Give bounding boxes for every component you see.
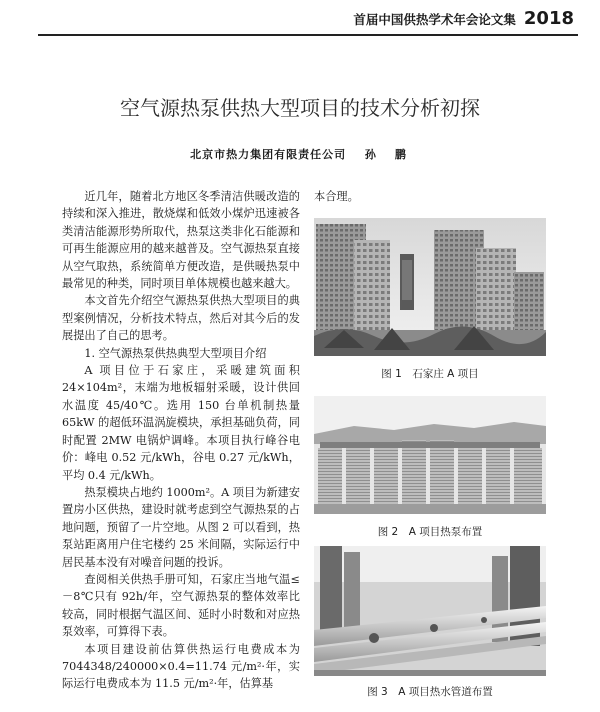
paragraph-project-a: A 项目位于石家庄，采暖建筑面积 24×104m²，末端为地板辐射采暖，设计供回水温度 45/40℃。选用 150 台单机制热量 65kW 的超低环温涡旋模块，承担基础负荷，同时配置 2MW 电锅炉调峰。本项目执行峰谷电价：峰电 0.52 元/kWh，谷电 0.27 元/kWh，平均 0.4 元/kWh。	[62, 364, 300, 482]
figure-2-caption: 图 2 A 项目热泵布置	[377, 526, 483, 538]
figure-3	[314, 546, 546, 699]
author: 孙 鹏	[364, 148, 410, 161]
paragraph-footprint: 热泵模块占地约 1000m²。A 项目为新建安置房小区供热，建设时就考虑到空气源热泵的占地问题，预留了一片空地。从图 2 可以看到，热泵站距离用户住宅楼约 25 米间隔，实际运行中居民基本没有对噪音问题的投诉。	[62, 485, 300, 569]
figure-3-photo	[314, 546, 546, 676]
figure-1-photo	[314, 218, 546, 356]
right-column-text: 本合理。	[314, 190, 359, 203]
paragraph-intro: 近几年，随着北方地区冬季清洁供暖改造的持续和深入推进，散烧煤和低效小煤炉迅速被各类清洁能源形势所取代，热泵这类非化石能源和可再生能源应用的越来越普及。空气源热泵直接从空气取热，系统简单方便改造，是供暖热泵中最常见的种类，同时项目单体规模也越来越大。	[62, 190, 300, 291]
paragraph-climate: 查阅相关供热手册可知，石家庄当地气温≤－8℃只有 92h/年，空气源热泵的整体效率比较高，同时根据气温区间、延时小时数和对应热泵效率，可算得下表。	[62, 572, 300, 639]
figure-2	[314, 396, 546, 539]
figure-2-photo	[314, 396, 546, 514]
left-column	[62, 188, 300, 693]
section-heading-1: 1. 空气源热泵供热典型大型项目介绍	[84, 346, 267, 360]
figure-3-caption: 图 3 A 项目热水管道布置	[367, 686, 493, 698]
byline	[0, 146, 600, 162]
figure-1-caption: 图 1 石家庄 A 项目	[381, 368, 479, 380]
paragraph-overview: 本文首先介绍空气源热泵供热大型项目的典型案例情况，分析技术特点，然后对其今后的发展提出了自己的思考。	[62, 294, 300, 343]
journal-year: 2018	[523, 8, 574, 29]
paper-title: 空气源热泵供热大型项目的技术分析初探	[120, 96, 480, 120]
affiliation: 北京市热力集团有限责任公司	[190, 148, 347, 161]
journal-name: 首届中国供热学术年会论文集	[353, 12, 516, 27]
figure-1	[314, 218, 546, 381]
header-rule	[38, 34, 578, 36]
paragraph-cost: 本项目建设前估算供热运行电费成本为 7044348/240000×0.4=11.74 元/m²·年，实际运行电费成本为 11.5 元/m²·年，估算基	[62, 642, 300, 691]
running-header	[353, 8, 574, 32]
